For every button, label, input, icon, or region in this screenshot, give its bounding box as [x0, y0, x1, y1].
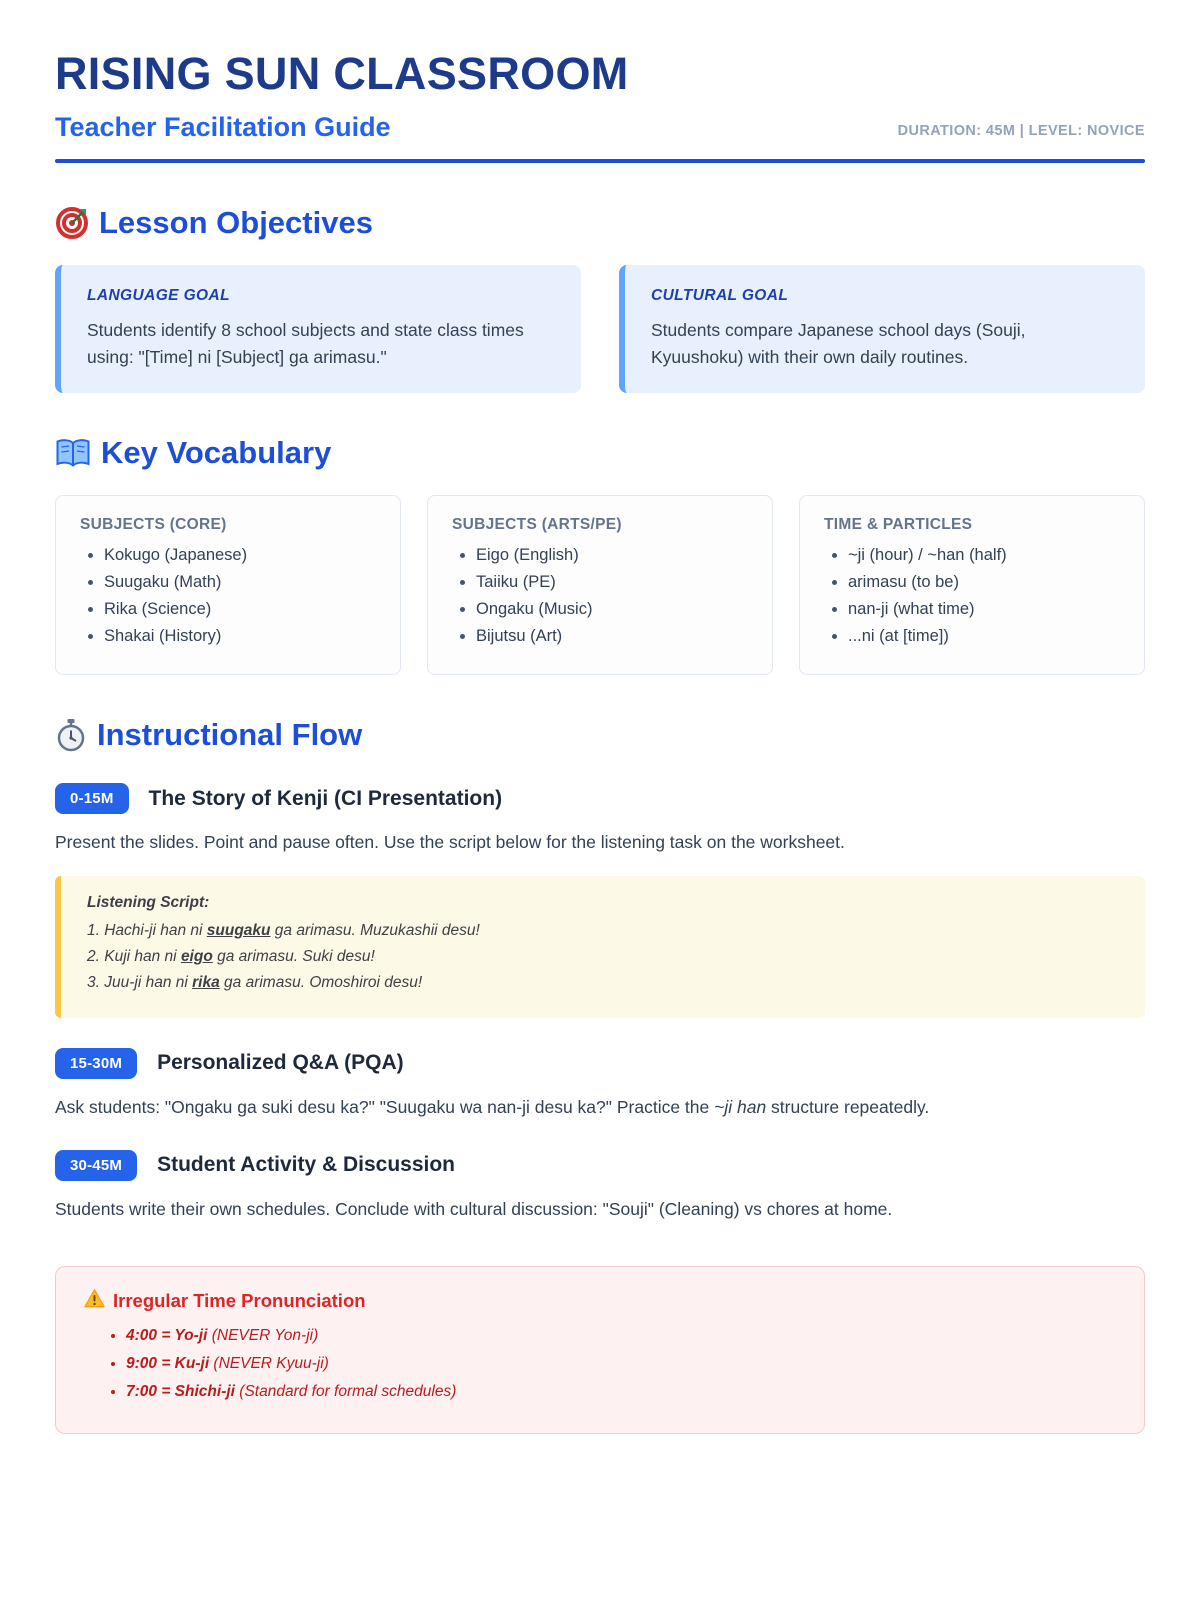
vocab-card-subjects-core	[55, 495, 401, 675]
section-title-objectives: Lesson Objectives	[99, 205, 373, 240]
warning-item: • 9:00 = Ku-ji (NEVER Kyuu-ji)	[126, 1355, 1116, 1373]
header	[55, 48, 1145, 163]
listening-script-box	[55, 876, 1145, 1018]
vocab-card-label: SUBJECTS (ARTS/PE)	[452, 516, 622, 534]
flow-step-1	[55, 783, 1145, 1017]
target-icon	[55, 206, 89, 240]
vocab-card-time-particles	[799, 495, 1145, 675]
warning-icon	[84, 1289, 105, 1313]
vocab-card-subjects-arts-pe	[427, 495, 773, 675]
open-book-icon	[55, 438, 91, 468]
time-badge: 0-15M	[55, 783, 129, 814]
vocab-item: • nan-ji (what time)	[848, 600, 1120, 619]
section-title-flow: Instructional Flow	[97, 717, 363, 753]
vocab-list	[824, 546, 1120, 646]
vocab-item: • Ongaku (Music)	[476, 600, 748, 619]
language-goal-label: LANGUAGE GOAL	[87, 287, 230, 304]
irregular-pronunciation-warning	[55, 1266, 1145, 1434]
script-line: 3. Juu-ji han ni rika ga arimasu. Omoshiroi desu!	[87, 973, 423, 991]
vocab-item: • Bijutsu (Art)	[476, 627, 748, 646]
vocab-item: • Taiiku (PE)	[476, 573, 748, 592]
duration-level-meta: DURATION: 45M | LEVEL: NOVICE	[897, 123, 1145, 139]
vocab-item: • ~ji (hour) / ~han (half)	[848, 546, 1120, 565]
script-line: 2. Kuji han ni eigo ga arimasu. Suki desu!	[87, 947, 375, 965]
vocab-item: • Eigo (English)	[476, 546, 748, 565]
warning-item: • 4:00 = Yo-ji (NEVER Yon-ji)	[126, 1327, 1116, 1345]
section-lesson-objectives	[55, 205, 1145, 393]
script-label: Listening Script:	[87, 893, 210, 911]
step-title: Student Activity & Discussion	[157, 1153, 455, 1177]
vocab-card-label: SUBJECTS (CORE)	[80, 516, 227, 534]
vocab-item: • Shakai (History)	[104, 627, 376, 646]
warning-item: • 7:00 = Shichi-ji (Standard for formal schedules)	[126, 1383, 1116, 1401]
vocab-item: • Kokugo (Japanese)	[104, 546, 376, 565]
cultural-goal-text: Students compare Japanese school days (Souji, Kyuushoku) with their own daily routines.	[651, 320, 1026, 368]
language-goal-text: Students identify 8 school subjects and state class times using: "[Time] ni [Subject] ga arimasu."	[87, 320, 524, 368]
vocab-list	[452, 546, 748, 646]
cultural-goal-card	[619, 265, 1145, 393]
flow-step-3	[55, 1150, 1145, 1222]
warning-title: Irregular Time Pronunciation	[113, 1290, 366, 1311]
step-description: Present the slides. Point and pause often. Use the script below for the listening task on the worksheet.	[55, 832, 845, 853]
time-badge: 15-30M	[55, 1048, 137, 1079]
step-title: Personalized Q&A (PQA)	[157, 1051, 404, 1074]
script-keyword: eigo	[180, 947, 213, 965]
vocab-item: • Suugaku (Math)	[104, 573, 376, 592]
vocab-item: • ...ni (at [time])	[848, 627, 1120, 646]
step-description: Students write their own schedules. Conclude with cultural discussion: "Souji" (Cleaning) vs chores at home.	[55, 1198, 893, 1219]
language-goal-card	[55, 265, 581, 393]
page-subtitle: Teacher Facilitation Guide	[55, 112, 391, 142]
page-title: RISING SUN CLASSROOM	[55, 48, 629, 99]
script-keyword: suugaku	[206, 921, 271, 939]
step-title: The Story of Kenji (CI Presentation)	[148, 786, 503, 810]
time-badge: 30-45M	[55, 1150, 137, 1181]
script-line: 1. Hachi-ji han ni suugaku ga arimasu. Muzukashii desu!	[87, 921, 480, 939]
cultural-goal-label: CULTURAL GOAL	[651, 287, 789, 304]
emphasized-term: ~ji han	[714, 1096, 767, 1117]
vocab-item: • arimasu (to be)	[848, 573, 1120, 592]
vocab-card-label: TIME & PARTICLES	[824, 516, 973, 534]
script-keyword: rika	[192, 973, 220, 991]
vocab-list	[80, 546, 376, 646]
vocab-item: • Rika (Science)	[104, 600, 376, 619]
step-description: Ask students: "Ongaku ga suki desu ka?" "Suugaku wa nan-ji desu ka?" Practice the ~ji han structure repeatedly.	[55, 1096, 930, 1117]
warning-list	[84, 1327, 1116, 1401]
header-divider	[55, 159, 1145, 163]
flow-step-2	[55, 1048, 1145, 1120]
section-instructional-flow	[55, 717, 1145, 1222]
section-key-vocabulary	[55, 435, 1145, 675]
section-title-vocabulary: Key Vocabulary	[101, 435, 332, 471]
stopwatch-icon	[55, 718, 87, 752]
